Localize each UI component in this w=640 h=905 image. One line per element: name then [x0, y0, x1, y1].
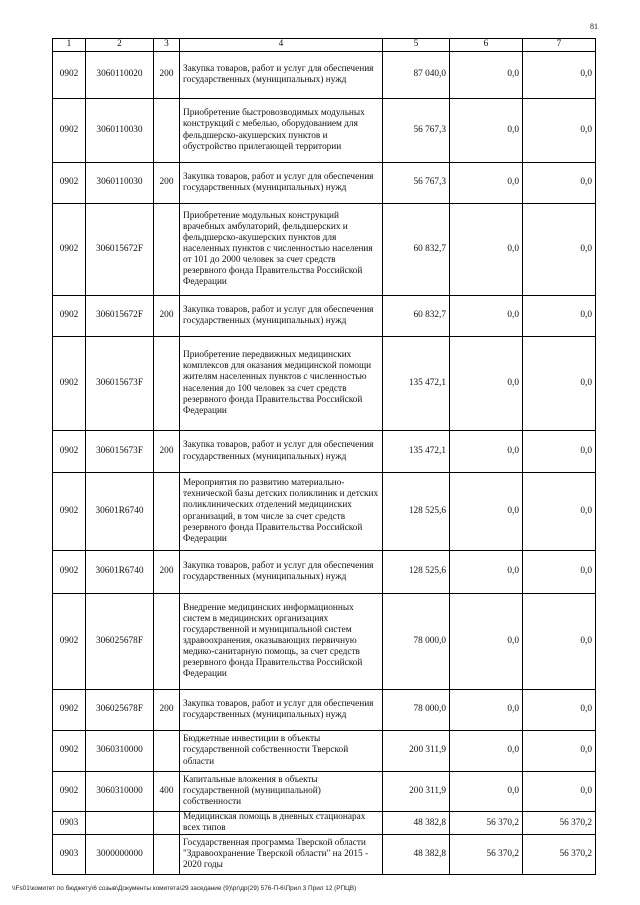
- cell-expense-type-code: [154, 835, 180, 875]
- cell-target-article-code: 306015672F: [86, 204, 154, 296]
- cell-amount-col-5: 60 832,7: [383, 296, 450, 337]
- cell-expense-type-code: 200: [154, 163, 180, 204]
- table-row: [53, 551, 596, 594]
- cell-amount-col-7: 0,0: [523, 551, 596, 594]
- cell-target-article-code: [86, 812, 154, 835]
- cell-section-code: 0903: [53, 812, 86, 835]
- cell-amount-col-5: 128 525,6: [383, 473, 450, 551]
- cell-target-article-code: 3060310000: [86, 772, 154, 812]
- cell-target-article-code: 3060110030: [86, 163, 154, 204]
- table-row: [53, 52, 596, 99]
- table-body: [53, 52, 596, 875]
- cell-description: Медицинская помощь в дневных стационарах всех типов: [180, 812, 383, 835]
- cell-expense-type-code: 200: [154, 296, 180, 337]
- cell-amount-col-7: 0,0: [523, 163, 596, 204]
- cell-section-code: 0903: [53, 835, 86, 875]
- cell-amount-col-5: 48 382,8: [383, 835, 450, 875]
- cell-amount-col-6: 56 370,2: [450, 835, 523, 875]
- cell-amount-col-6: 0,0: [450, 337, 523, 431]
- cell-amount-col-6: 0,0: [450, 296, 523, 337]
- cell-amount-col-6: 0,0: [450, 772, 523, 812]
- header-col-4: 4: [180, 39, 383, 52]
- cell-section-code: 0902: [53, 731, 86, 772]
- cell-amount-col-7: 0,0: [523, 594, 596, 690]
- header-col-6: 6: [450, 39, 523, 52]
- cell-description: Бюджетные инвестиции в объекты государственной собственности Тверской области: [180, 731, 383, 772]
- cell-amount-col-5: 200 311,9: [383, 772, 450, 812]
- cell-amount-col-5: 135 472,1: [383, 337, 450, 431]
- cell-target-article-code: 306015673F: [86, 431, 154, 473]
- cell-expense-type-code: [154, 204, 180, 296]
- table-row: [53, 690, 596, 731]
- cell-expense-type-code: [154, 594, 180, 690]
- cell-amount-col-5: 78 000,0: [383, 594, 450, 690]
- cell-amount-col-7: 0,0: [523, 296, 596, 337]
- cell-amount-col-6: 56 370,2: [450, 812, 523, 835]
- cell-expense-type-code: [154, 731, 180, 772]
- table-row: [53, 835, 596, 875]
- cell-target-article-code: 306025678F: [86, 594, 154, 690]
- cell-amount-col-7: 0,0: [523, 731, 596, 772]
- cell-amount-col-7: 0,0: [523, 204, 596, 296]
- cell-amount-col-5: 56 767,3: [383, 163, 450, 204]
- cell-amount-col-5: 200 311,9: [383, 731, 450, 772]
- cell-amount-col-6: 0,0: [450, 690, 523, 731]
- cell-amount-col-7: 0,0: [523, 772, 596, 812]
- table-row: [53, 473, 596, 551]
- cell-amount-col-7: 0,0: [523, 473, 596, 551]
- table-row: [53, 99, 596, 163]
- cell-description: Приобретение передвижных медицинских комплексов для оказания медицинской помощи жителям населенных пунктов с численностью населения до 100 человек за счет средств резервного фонда Правительства Российской Федерации: [180, 337, 383, 431]
- table-row: [53, 772, 596, 812]
- cell-description: Закупка товаров, работ и услуг для обеспечения государственных (муниципальных) нужд: [180, 551, 383, 594]
- cell-description: Закупка товаров, работ и услуг для обеспечения государственных (муниципальных) нужд: [180, 296, 383, 337]
- table-row: [53, 731, 596, 772]
- cell-section-code: 0902: [53, 431, 86, 473]
- cell-amount-col-7: 0,0: [523, 52, 596, 99]
- header-col-2: 2: [86, 39, 154, 52]
- cell-section-code: 0902: [53, 163, 86, 204]
- cell-expense-type-code: 200: [154, 52, 180, 99]
- header-col-1: 1: [53, 39, 86, 52]
- cell-section-code: 0902: [53, 551, 86, 594]
- cell-section-code: 0902: [53, 204, 86, 296]
- cell-description: Закупка товаров, работ и услуг для обеспечения государственных (муниципальных) нужд: [180, 163, 383, 204]
- cell-expense-type-code: 200: [154, 690, 180, 731]
- cell-target-article-code: 30601R6740: [86, 551, 154, 594]
- cell-amount-col-7: 0,0: [523, 690, 596, 731]
- cell-amount-col-6: 0,0: [450, 204, 523, 296]
- table-row: [53, 204, 596, 296]
- cell-expense-type-code: [154, 337, 180, 431]
- table-row: [53, 337, 596, 431]
- cell-amount-col-7: 56 370,2: [523, 835, 596, 875]
- cell-amount-col-6: 0,0: [450, 473, 523, 551]
- cell-amount-col-7: 0,0: [523, 431, 596, 473]
- cell-amount-col-6: 0,0: [450, 594, 523, 690]
- cell-description: Мероприятия по развитию материально-технической базы детских поликлиник и детских поликлинических отделений медицинских организаций, в том числе за счет средств резервного фонда Правительства Российской Федерации: [180, 473, 383, 551]
- cell-target-article-code: 306015673F: [86, 337, 154, 431]
- cell-description: Закупка товаров, работ и услуг для обеспечения государственных (муниципальных) нужд: [180, 690, 383, 731]
- cell-section-code: 0902: [53, 594, 86, 690]
- cell-section-code: 0902: [53, 52, 86, 99]
- cell-amount-col-6: 0,0: [450, 431, 523, 473]
- cell-description: Приобретение модульных конструкций врачебных амбулаторий, фельдшерских и фельдшерско-акушерских пунктов для населенных пунктов с численностью населения от 101 до 2000 человек за счет средств резервного фонда Правительства Российской Федерации: [180, 204, 383, 296]
- page-number: 81: [590, 22, 598, 31]
- cell-expense-type-code: 200: [154, 551, 180, 594]
- table-header-row: [53, 39, 596, 52]
- cell-expense-type-code: [154, 99, 180, 163]
- header-col-5: 5: [383, 39, 450, 52]
- cell-amount-col-5: 56 767,3: [383, 99, 450, 163]
- cell-amount-col-5: 78 000,0: [383, 690, 450, 731]
- cell-amount-col-5: 87 040,0: [383, 52, 450, 99]
- cell-description: Капитальные вложения в объекты государственной (муниципальной) собственности: [180, 772, 383, 812]
- cell-description: Государственная программа Тверской области "Здравоохранение Тверской области" на 2015 - 2020 годы: [180, 835, 383, 875]
- cell-description: Закупка товаров, работ и услуг для обеспечения государственных (муниципальных) нужд: [180, 52, 383, 99]
- cell-expense-type-code: [154, 473, 180, 551]
- cell-amount-col-6: 0,0: [450, 99, 523, 163]
- cell-amount-col-6: 0,0: [450, 551, 523, 594]
- cell-amount-col-7: 0,0: [523, 337, 596, 431]
- cell-expense-type-code: [154, 812, 180, 835]
- cell-target-article-code: 3060110030: [86, 99, 154, 163]
- cell-section-code: 0902: [53, 337, 86, 431]
- cell-section-code: 0902: [53, 772, 86, 812]
- cell-amount-col-7: 0,0: [523, 99, 596, 163]
- cell-target-article-code: 30601R6740: [86, 473, 154, 551]
- cell-target-article-code: 3000000000: [86, 835, 154, 875]
- table-row: [53, 594, 596, 690]
- cell-description: Внедрение медицинских информационных систем в медицинских организациях государственной и муниципальной систем здравоохранения, оказывающих первичную медико-санитарную помощь, за счет средств резервного фонда Правительства Российской Федерации: [180, 594, 383, 690]
- cell-section-code: 0902: [53, 99, 86, 163]
- cell-expense-type-code: 400: [154, 772, 180, 812]
- header-col-7: 7: [523, 39, 596, 52]
- header-col-3: 3: [154, 39, 180, 52]
- cell-amount-col-7: 56 370,2: [523, 812, 596, 835]
- table-row: [53, 431, 596, 473]
- cell-target-article-code: 306025678F: [86, 690, 154, 731]
- footer-file-path: \\Fs01\комитет по бюджету\6 созыв\Документы комитета\29 заседание (9)\pr\др(29) 576-П-6\Прил 3 Прил 12 (РПЦВ): [12, 885, 357, 892]
- cell-expense-type-code: 200: [154, 431, 180, 473]
- table-row: [53, 296, 596, 337]
- cell-section-code: 0902: [53, 690, 86, 731]
- cell-target-article-code: 306015672F: [86, 296, 154, 337]
- cell-amount-col-5: 128 525,6: [383, 551, 450, 594]
- cell-amount-col-5: 48 382,8: [383, 812, 450, 835]
- cell-section-code: 0902: [53, 296, 86, 337]
- budget-table: [52, 38, 596, 875]
- cell-amount-col-5: 135 472,1: [383, 431, 450, 473]
- table-row: [53, 163, 596, 204]
- table-row: [53, 812, 596, 835]
- cell-amount-col-6: 0,0: [450, 52, 523, 99]
- cell-amount-col-6: 0,0: [450, 163, 523, 204]
- cell-amount-col-5: 60 832,7: [383, 204, 450, 296]
- cell-target-article-code: 3060110020: [86, 52, 154, 99]
- cell-description: Закупка товаров, работ и услуг для обеспечения государственных (муниципальных) нужд: [180, 431, 383, 473]
- cell-description: Приобретение быстровозводимых модульных конструкций с мебелью, оборудованием для фельдшерско-акушерских пунктов и обустройство прилегающей территории: [180, 99, 383, 163]
- cell-section-code: 0902: [53, 473, 86, 551]
- cell-amount-col-6: 0,0: [450, 731, 523, 772]
- cell-target-article-code: 3060310000: [86, 731, 154, 772]
